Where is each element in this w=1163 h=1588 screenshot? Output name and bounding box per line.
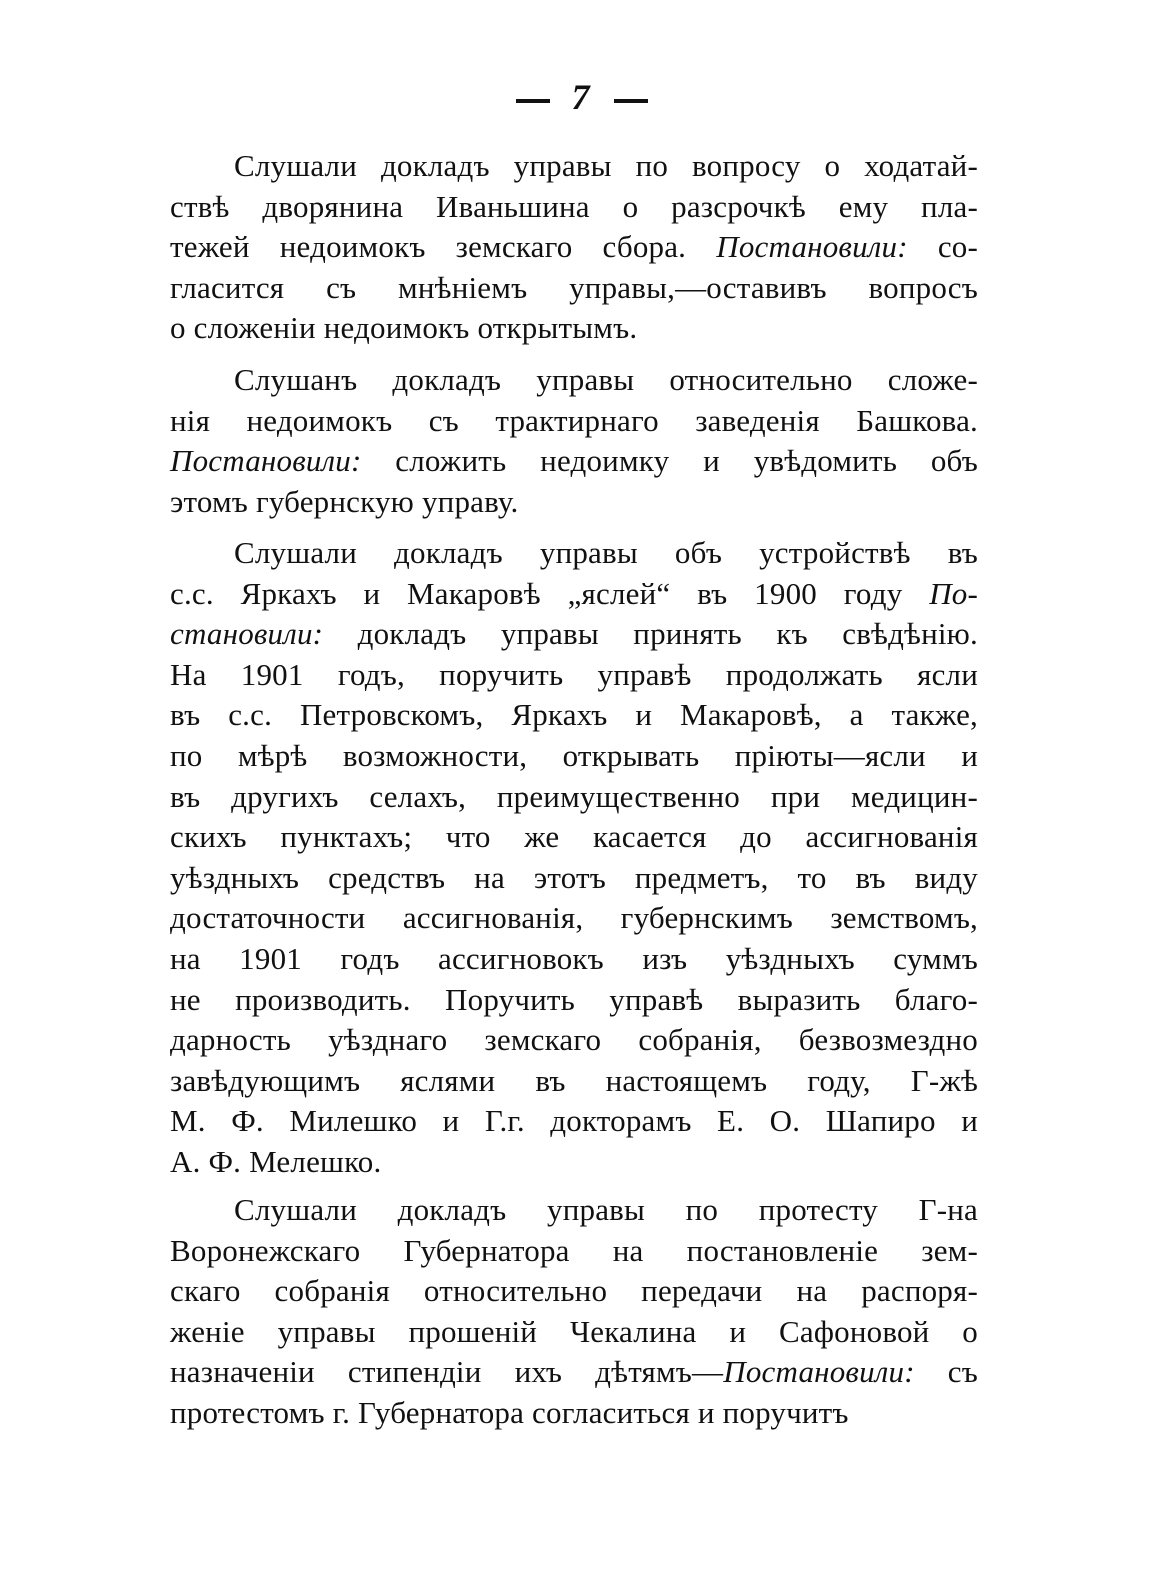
text-line [170,736,978,777]
text-run: завѣдующимъ яслями въ настоящемъ году, Г-жѣ [170,1062,978,1098]
text-line [170,533,978,574]
text-line [170,695,978,736]
text-line [170,1352,978,1393]
text-line [170,655,978,696]
text-line [170,777,978,818]
text-line [170,1020,978,1061]
text-run: уѣздныхъ средствъ на этотъ предметъ, то въ виду [170,859,978,895]
text-run: достаточности ассигнованія, губернскимъ земствомъ, [170,900,978,936]
text-line [170,187,978,228]
text-line [170,1142,978,1183]
italic-text: Постановили: [716,229,908,265]
text-line [170,146,978,187]
text-line [170,441,978,482]
paragraph-nurseries [170,533,978,1183]
text-run: не производить. Поручить управѣ выразить благо- [170,981,978,1017]
italic-text: становили: [170,616,324,652]
text-line [170,980,978,1021]
text-run: скаго собранія относительно передачи на распоря- [170,1273,978,1309]
text-line [170,1061,978,1102]
text-run: гласится съ мнѣніемъ управы,—оставивъ вопросъ [170,269,978,305]
italic-text: Постановили: [723,1354,915,1390]
italic-text: Постановили: [170,443,362,479]
text-run: съ [914,1354,978,1390]
text-line [170,401,978,442]
text-line [170,1231,978,1272]
text-run: нія недоимокъ съ трактирнаго заведенія Башкова. [170,402,978,438]
page-number-value: 7 [571,77,592,117]
text-run: женіе управы прошеній Чекалина и Сафоновой о [170,1313,978,1349]
text-line [170,574,978,615]
text-line [170,898,978,939]
text-run: Воронежскаго Губернатора на постановленіе зем- [170,1232,978,1268]
text-line [170,360,978,401]
text-run: тежей недоимокъ земскаго сбора. [170,229,717,265]
paragraph-governor-protest [170,1190,978,1434]
text-run: сложить недоимку и увѣдомить объ [361,443,978,479]
text-line [170,614,978,655]
text-line [170,1190,978,1231]
text-line [170,1312,978,1353]
text-run: ствѣ дворянина Иваньшина о разсрочкѣ ему пла- [170,188,978,224]
text-run: Слушали докладъ управы объ устройствѣ въ [234,535,978,570]
text-run: по мѣрѣ возможности, открывать пріюты—ясли и [170,737,978,773]
paragraph-ivanshin [170,146,978,349]
text-line [170,817,978,858]
text-run: с.с. Яркахъ и Макаровѣ „яслей“ въ 1900 году [170,575,930,611]
dash-right [614,99,648,103]
text-run: назначеніи стипендіи ихъ дѣтямъ— [170,1354,724,1390]
text-run: скихъ пунктахъ; что же касается до ассигнованія [170,819,978,855]
text-run: дарность уѣзднаго земскаго собранія, безвозмездно [170,1022,978,1058]
text-line [170,858,978,899]
text-run: М. Ф. Милешко и Г.г. докторамъ Е. О. Шапиро и [170,1103,978,1139]
text-line [170,268,978,309]
text-run: протестомъ г. Губернатора согласиться и поручитъ [170,1394,849,1430]
text-run: Слушанъ докладъ управы относительно сложе- [234,362,978,397]
text-run: докладъ управы принять къ свѣдѣнію. [323,616,978,652]
text-run: со- [907,229,979,265]
text-line [170,1393,978,1434]
text-run: Слушали докладъ управы по протесту Г-на [234,1192,978,1227]
italic-text: По- [929,575,978,611]
text-line [170,308,978,349]
text-run: въ другихъ селахъ, преимущественно при медицин- [170,778,978,814]
text-line [170,482,978,523]
text-line [170,939,978,980]
text-line [170,1101,978,1142]
text-line [170,227,978,268]
text-run: о сложеніи недоимокъ открытымъ. [170,310,638,346]
text-run: На 1901 годъ, поручить управѣ продолжать ясли [170,656,978,692]
text-run: въ с.с. Петровскомъ, Яркахъ и Макаровѣ, а также, [170,697,978,733]
paragraph-bashkov [170,360,978,522]
text-run: на 1901 годъ ассигновокъ изъ уѣздныхъ суммъ [170,940,978,976]
text-run: А. Ф. Мелешко. [170,1143,382,1179]
text-run: Слушали докладъ управы по вопросу о ходатай- [234,148,978,183]
dash-left [516,99,550,103]
text-run: этомъ губернскую управу. [170,483,519,519]
text-line [170,1271,978,1312]
page-number [0,76,1163,118]
